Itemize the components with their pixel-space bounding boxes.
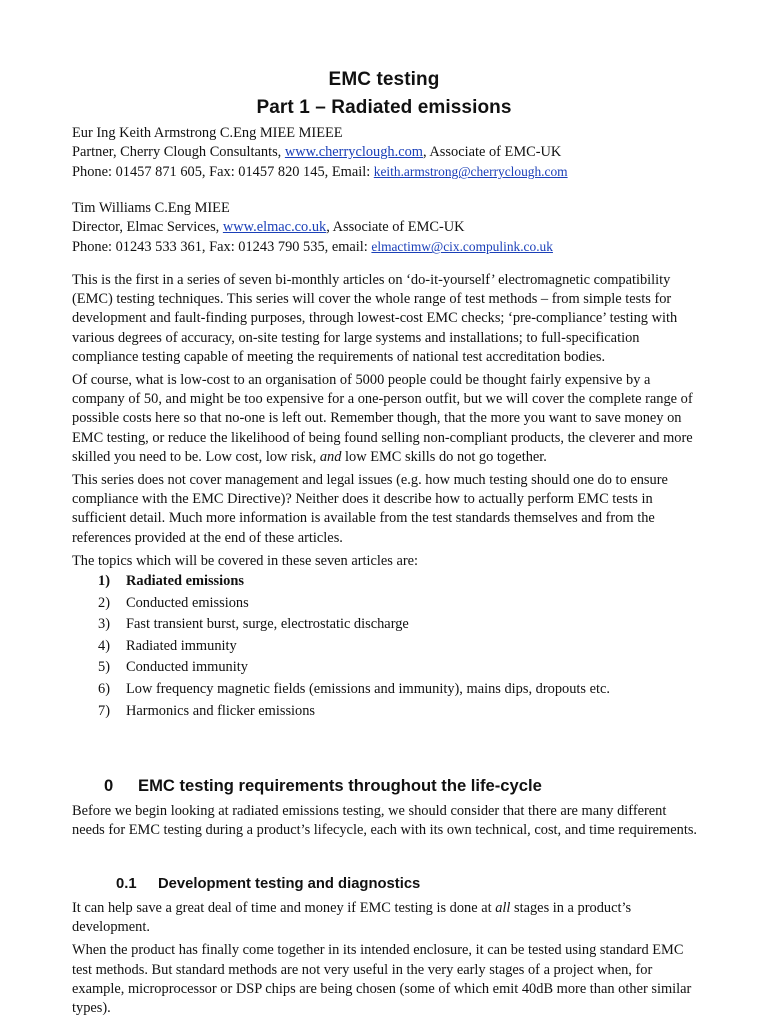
- intro-paragraph-1: This is the first in a series of seven bi-monthly articles on ‘do-it-yourself’ electromagnetic compatibility (EMC) testing techniques. This series will cover the whole range of test methods – from simple tests for development and fault-finding purposes, through lowest-cost EMC checks; ‘pre-compliance’ testing with various degrees of accuracy, on-site testing for large systems and installations; to full-specification compliance testing capable of meeting the requirements of national test accreditation bodies.: [72, 272, 678, 365]
- author-affiliation: Director, Elmac Services, www.elmac.co.uk, Associate of EMC-UK: [72, 219, 465, 236]
- intro-section: [72, 271, 702, 722]
- email-link[interactable]: keith.armstrong@cherryclough.com: [373, 164, 568, 180]
- author-block-2: [72, 199, 702, 258]
- author-name: Tim Williams C.Eng MIEE: [72, 200, 230, 216]
- website-link[interactable]: www.elmac.co.uk: [222, 219, 327, 236]
- list-item: 3) Fast transient burst, surge, electrostatic discharge: [98, 616, 409, 633]
- author-affiliation: Partner, Cherry Clough Consultants, www.cherryclough.com, Associate of EMC-UK: [72, 144, 562, 161]
- list-item: 5) Conducted immunity: [98, 659, 248, 676]
- title-line-2: Part 1 – Radiated emissions: [256, 97, 512, 118]
- section-0-1-body: [72, 899, 702, 1022]
- author-block-1: [72, 124, 702, 183]
- author-name: Eur Ing Keith Armstrong C.Eng MIEE MIEEE: [72, 125, 343, 141]
- author-contact: Phone: 01457 871 605, Fax: 01457 820 145, Email: keith.armstrong@cherryclough.com: [72, 164, 568, 181]
- section-0-1-paragraph-2: When the product has finally come together in its intended enclosure, it can be tested using standard EMC test methods. But standard methods are not very useful in the very early stages of a project when, for example, microprocessor or DSP chips are being chosen (some of which emit 40dB more than other similar types).: [72, 942, 692, 1017]
- section-0-1-paragraph-1: It can help save a great deal of time and money if EMC testing is done at all stages in a product’s development.: [72, 900, 632, 936]
- section-0-body: [72, 802, 702, 844]
- list-item: 1) Radiated emissions: [98, 573, 244, 590]
- document-title: [0, 66, 768, 122]
- topics-list: [72, 571, 702, 722]
- title-line-1: EMC testing: [328, 69, 440, 90]
- website-link[interactable]: www.cherryclough.com: [284, 144, 424, 161]
- intro-paragraph-4: The topics which will be covered in these seven articles are:: [72, 552, 419, 569]
- list-item: 7) Harmonics and flicker emissions: [98, 702, 316, 719]
- list-item: 6) Low frequency magnetic fields (emissions and immunity), mains dips, dropouts etc.: [98, 681, 610, 698]
- email-link[interactable]: elmactimw@cix.compulink.co.uk: [371, 239, 553, 255]
- list-item: 4) Radiated immunity: [98, 637, 237, 654]
- document-page: EMC testing Part 1 – Radiated emissions Eur Ing Keith Armstrong C.Eng MIEE MIEEE Partner, Cherry Clough Consultants, www.cherryclough.com, Associate of EMC-UK Phone: 01457 871 605, Fax: 01457 820 145, Email: keith.armstrong@cherryclough.com Tim Williams C.Eng MIEE Director, Elmac Services, www.elmac.co.uk, Associate of EMC-UK Phone: 01243 533 361, Fax: 01243 790 535, email: elmactimw@cix.compulink.co.uk This is the first in a series of seven bi-monthly articles on ‘do-it-yourself’ electromagnetic compatibility (EMC) testing techniques. This series will cover the whole range of test methods – from simple tests for development and fault-finding purposes, through lowest-cost EMC checks; ‘pre-compliance’ testing with various degrees of accuracy, on-site testing for large systems and installations; to full-specification compliance testing capable of meeting the requirements of national test accreditation bodies. Of course, what is low-cost to an organisation of 5000 people could be thought fairly expensive by a company of 50, and might be too expensive for a one-person outfit, but we will cover the complete range of possible costs here so that no-one is left out. Remember though, that the more you want to save money on EMC testing, or reduce the likelihood of being found selling non-compliant products, the cleverer and more skilled you need to be. Low cost, low risk, and low EMC skills do not go together. This series does not cover management and legal issues (e.g. how much testing should one do to ensure compliance with the EMC Directive)? Neither does it describe how to actually perform EMC tests in sufficient detail. Much more information is available from the test standards themselves and from the references provided at the end of these articles. The topics which will be covered in these seven articles are: 1) Radiated emissions 2) Conducted emissions 3) Fast transient burst, surge, electrostatic discharge 4) Radiated immunity 5) Conducted immunity 6) Low frequency magnetic fields (emissions and immunity), mains dips, dropouts etc. 7) Harmonics and flicker emissions 0 EMC testing requirements throughout the life-cycle Before we begin looking at radiated emissions testing, we should consider that there are many different needs for EMC testing during a product’s lifecycle, each with its own technical, cost, and time requirements. 0.1 Development testing and diagnostics It can help save a great deal of time and money if EMC testing is done at all stages in a product’s development. When the product has finally come together in its intended enclosure, it can be tested using standard EMC test methods. But standard methods are not very useful in the very early stages of a project when, for example, microprocessor or DSP chips are being chosen (some of which emit 40dB more than other similar types).: [0, 0, 768, 1024]
- list-item: 2) Conducted emissions: [98, 594, 249, 611]
- intro-paragraph-2: Of course, what is low-cost to an organisation of 5000 people could be thought fairly expensive by a company of 50, and might be too expensive for a one-person outfit, but we will cover the complete range of possible costs here so that no-one is left out. Remember though, that the more you want to save money on EMC testing, or reduce the likelihood of being found selling non-compliant products, the cleverer and more skilled you need to be. Low cost, low risk, and low EMC skills do not go together.: [72, 372, 693, 465]
- intro-paragraph-3: This series does not cover management and legal issues (e.g. how much testing should one do to ensure compliance with the EMC Directive)? Neither does it describe how to actually perform EMC tests in sufficient detail. Much more information is available from the test standards themselves and from the references provided at the end of these articles.: [72, 472, 668, 546]
- section-0-paragraph: Before we begin looking at radiated emissions testing, we should consider that there are many different needs for EMC testing during a product’s lifecycle, each with its own technical, cost, and time requirements.: [72, 803, 698, 839]
- author-contact: Phone: 01243 533 361, Fax: 01243 790 535, email: elmactimw@cix.compulink.co.uk: [72, 239, 553, 256]
